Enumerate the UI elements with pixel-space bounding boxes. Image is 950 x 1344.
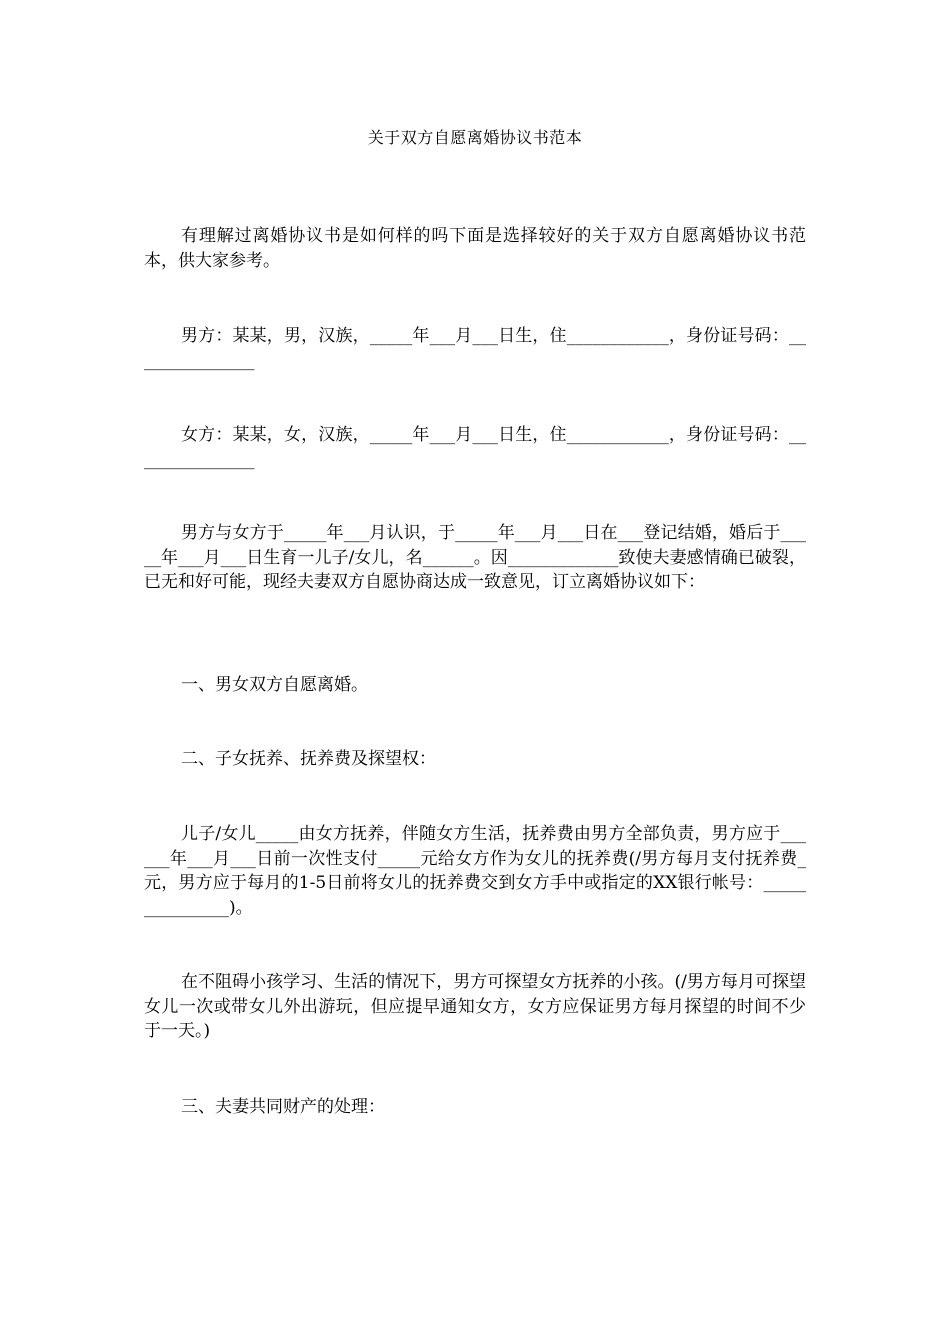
section-one-heading: 一、男女双方自愿离婚。 <box>181 675 368 695</box>
male-party-paragraph: 男方：某某，男，汉族，_____年___月___日生，住____________，身份证号码：_______________ <box>144 326 806 371</box>
custody-paragraph: 儿子/女儿_____由女方抚养，伴随女方生活，抚养费由男方全部负责，男方应于______年___月___日前一次性支付_____元给女方作为女儿的抚养费(/男方每月支付抚养费_元，男方应于每月的1-5日前将女儿的抚养费交到女方手中或指定的XX银行帐号：_______________)。 <box>144 824 806 918</box>
section-two-heading: 二、子女抚养、抚养费及探望权： <box>181 749 436 769</box>
intro-paragraph: 有理解过离婚协议书是如何样的吗下面是选择较好的关于双方自愿离婚协议书范本，供大家参考。 <box>144 226 806 271</box>
background-paragraph: 男方与女方于_____年___月认识，于_____年___月___日在___登记结婚，婚后于_____年___月___日生育一儿子/女儿，名______。因_____________致使夫妻感情确已破裂，已无和好可能，现经夫妻双方自愿协商达成一致意见，订立离婚协议如下： <box>144 523 806 592</box>
female-party-paragraph: 女方：某某，女，汉族，_____年___月___日生，住____________，身份证号码：_______________ <box>144 425 806 470</box>
section-three-heading: 三、夫妻共同财产的处理： <box>181 1097 385 1117</box>
visitation-paragraph: 在不阻碍小孩学习、生活的情况下，男方可探望女方抚养的小孩。(/男方每月可探望女儿一次或带女儿外出游玩，但应提早通知女方，女方应保证男方每月探望的时间不少于一天。) <box>144 972 806 1041</box>
document-title: 关于双方自愿离婚协议书范本 <box>367 128 583 147</box>
